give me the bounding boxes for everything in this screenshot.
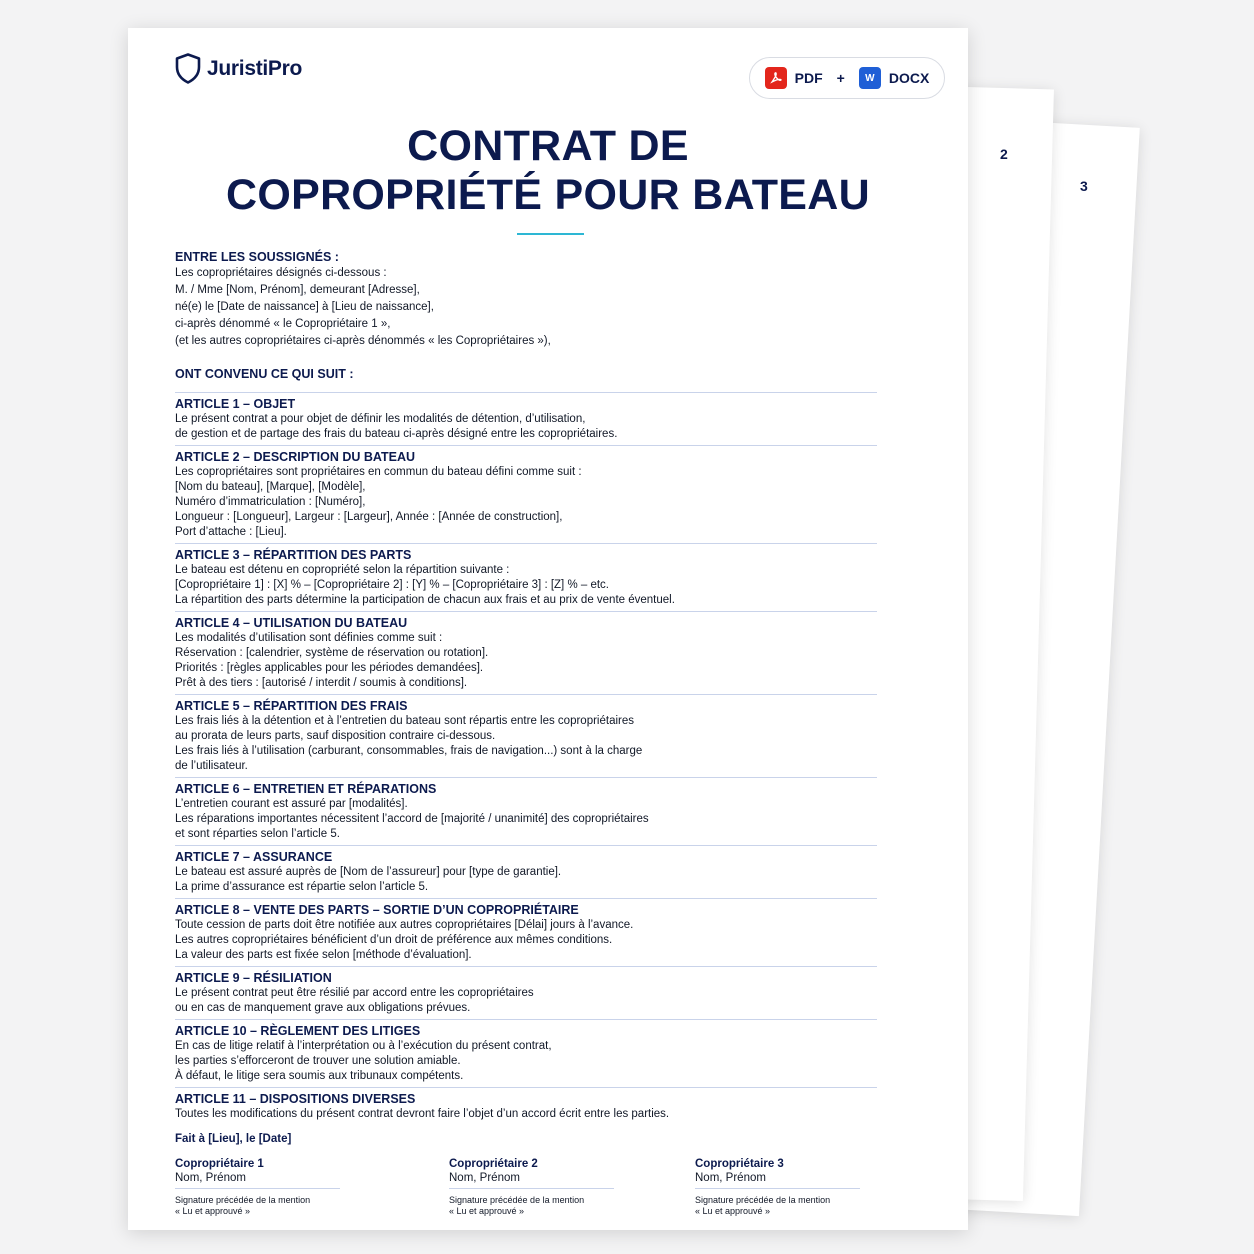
parties-text: Les copropriétaires désignés ci-dessous : M. / Mme [Nom, Prénom], demeurant [Adresse], né(e) le [Date de naissance] à [Lieu de naissance], ci-après dénommé « le Copropriétaire 1 », (et les autres copropriétaires ci-après dénommés « les Copropriétaires »),	[175, 267, 551, 347]
article-body: Le bateau est assuré auprès de [Nom de l’assureur] pour [type de garantie]. La prime d’assurance est répartie selon l’article 5.	[175, 866, 562, 893]
format-plus: +	[836, 70, 845, 86]
article-body: Toute cession de parts doit être notifiée aux autres copropriétaires [Délai] jours à l’avance. Les autres copropriétaires bénéficient d’un droit de préférence aux mêmes conditions. La valeur des parts est fixée selon [méthode d’évaluation].	[175, 919, 634, 961]
article-5	[175, 694, 877, 777]
article-title: ARTICLE 9 – RÉSILIATION	[175, 971, 332, 985]
page-number-3: 3	[1080, 178, 1088, 194]
signature-name: Nom, Prénom	[175, 1171, 246, 1184]
article-body: Le bateau est détenu en copropriété selon la répartition suivante : [Copropriétaire 1] : [X] % – [Copropriétaire 2] : [Y] % – [Copropriétaire 3] : [Z] % – etc. La répartition des parts détermine la participation de chacun aux frais et au prix de vente éventuel.	[175, 564, 675, 606]
parties-heading: ENTRE LES SOUSSIGNÉS :	[175, 250, 339, 264]
article-7	[175, 845, 877, 898]
article-10	[175, 1019, 877, 1087]
article-3	[175, 543, 877, 611]
article-title: ARTICLE 6 – ENTRETIEN ET RÉPARATIONS	[175, 782, 437, 796]
article-body: Les modalités d’utilisation sont définies comme suit : Réservation : [calendrier, système de réservation ou rotation]. Priorités : [règles applicables pour les périodes demandées]. Prêt à des tiers : [autorisé / interdit / soumis à conditions].	[175, 632, 489, 689]
signature-title: Copropriétaire 1	[175, 1157, 264, 1170]
document-title	[128, 122, 968, 220]
place-date-line: Fait à [Lieu], le [Date]	[175, 1133, 292, 1145]
docx-label: DOCX	[888, 70, 930, 86]
signature-mention: Signature précédée de la mention « Lu et approuvé »	[695, 1194, 831, 1216]
format-badge[interactable]	[749, 57, 945, 99]
article-body: Les copropriétaires sont propriétaires en commun du bateau défini comme suit : [Nom du bateau], [Marque], [Modèle], Numéro d’immatriculation : [Numéro], Longueur : [Longueur], Largeur : [Largeur], Année : [Année de construction], Port d’attache : [Lieu].	[175, 466, 582, 538]
brand-logo	[175, 53, 302, 84]
article-8	[175, 898, 877, 966]
signature-mention: Signature précédée de la mention « Lu et approuvé »	[449, 1194, 585, 1216]
page-number-2: 2	[1000, 146, 1008, 162]
article-title: ARTICLE 3 – RÉPARTITION DES PARTS	[175, 548, 412, 562]
shield-icon	[175, 53, 201, 84]
article-body: Le présent contrat peut être résilié par accord entre les copropriétaires ou en cas de manquement grave aux obligations prévues.	[175, 987, 534, 1014]
title-line-1: CONTRAT DE	[407, 122, 689, 170]
signature-title: Copropriétaire 2	[449, 1157, 538, 1170]
articles-list	[175, 392, 877, 1125]
signature-coproprietaire-2	[449, 1157, 614, 1217]
signature-name: Nom, Prénom	[695, 1171, 766, 1184]
document-page	[128, 28, 968, 1230]
word-icon: W	[859, 67, 881, 89]
article-6	[175, 777, 877, 845]
article-title: ARTICLE 2 – DESCRIPTION DU BATEAU	[175, 450, 416, 464]
article-body: Le présent contrat a pour objet de définir les modalités de détention, d’utilisation, de gestion et de partage des frais du bateau ci-après désigné entre les copropriétaires.	[175, 413, 618, 440]
signature-mention: Signature précédée de la mention « Lu et approuvé »	[175, 1194, 311, 1216]
brand-name: JuristiPro	[207, 56, 303, 80]
title-divider	[517, 233, 584, 235]
article-title: ARTICLE 8 – VENTE DES PARTS – SORTIE D’UN COPROPRIÉTAIRE	[175, 903, 579, 917]
parties-section	[175, 250, 877, 350]
article-9	[175, 966, 877, 1019]
signature-line	[449, 1188, 614, 1189]
signature-line	[695, 1188, 860, 1189]
article-4	[175, 611, 877, 694]
article-1	[175, 392, 877, 445]
signature-coproprietaire-3	[695, 1157, 860, 1217]
convenu-heading: ONT CONVENU CE QUI SUIT :	[175, 367, 354, 381]
signature-name: Nom, Prénom	[449, 1171, 520, 1184]
article-title: ARTICLE 7 – ASSURANCE	[175, 850, 333, 864]
signature-title: Copropriétaire 3	[695, 1157, 784, 1170]
article-title: ARTICLE 1 – OBJET	[175, 397, 296, 411]
pdf-icon	[765, 67, 787, 89]
article-body: Toutes les modifications du présent contrat devront faire l’objet d’un accord écrit entre les parties.	[175, 1108, 670, 1120]
signature-coproprietaire-1	[175, 1157, 340, 1217]
pdf-label: PDF	[794, 70, 823, 86]
document-body	[175, 246, 877, 1237]
article-11	[175, 1087, 877, 1125]
article-body: En cas de litige relatif à l’interprétation ou à l’exécution du présent contrat, les parties s’efforceront de trouver une solution amiable. À défaut, le litige sera soumis aux tribunaux compétents.	[175, 1040, 552, 1082]
article-title: ARTICLE 11 – DISPOSITIONS DIVERSES	[175, 1092, 416, 1106]
signature-line	[175, 1188, 340, 1189]
title-line-2: COPROPRIÉTÉ POUR BATEAU	[226, 171, 870, 219]
article-title: ARTICLE 10 – RÈGLEMENT DES LITIGES	[175, 1024, 421, 1038]
article-title: ARTICLE 5 – RÉPARTITION DES FRAIS	[175, 699, 408, 713]
signature-block	[175, 1157, 877, 1237]
article-body: L’entretien courant est assuré par [modalités]. Les réparations importantes nécessitent l’accord de [majorité / unanimité] des copropriétaires et sont réparties selon l’article 5.	[175, 798, 649, 840]
article-2	[175, 445, 877, 543]
article-title: ARTICLE 4 – UTILISATION DU BATEAU	[175, 616, 408, 630]
article-body: Les frais liés à la détention et à l’entretien du bateau sont répartis entre les copropriétaires au prorata de leurs parts, sauf disposition contraire ci-dessous. Les frais liés à l’utilisation (carburant, consommables, frais de navigation...) sont à la charge de l’utilisateur.	[175, 715, 643, 772]
